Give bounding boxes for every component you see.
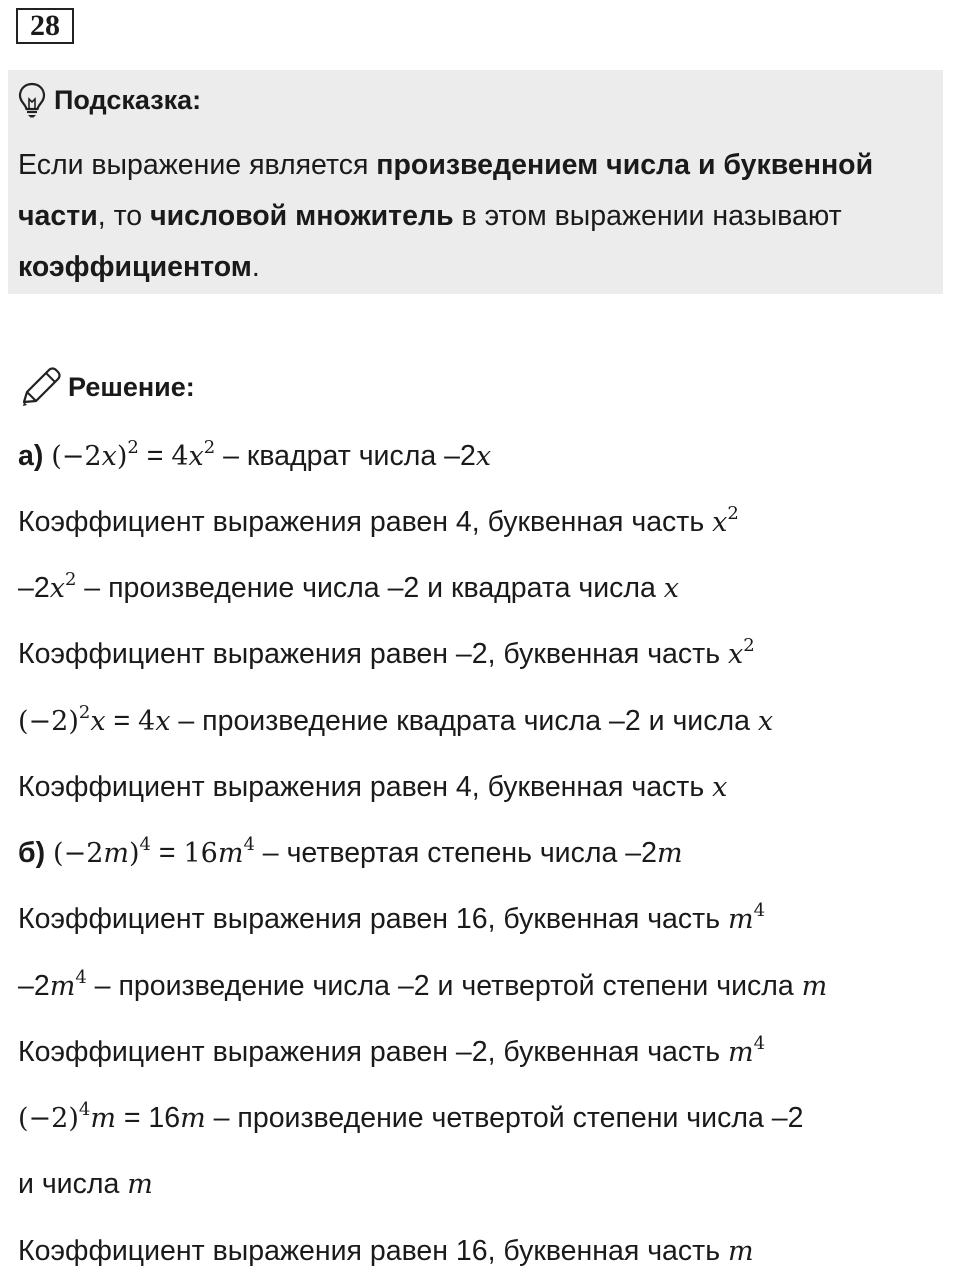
line-text: – квадрат числа –2 [215, 440, 476, 472]
task-number: 28 [16, 8, 74, 44]
line-text: – произведение числа –2 и квадрата числа [76, 572, 664, 604]
hint-text-part: . [251, 251, 260, 283]
line-text: и числа [18, 1168, 128, 1200]
solution-title: Решение: [68, 371, 195, 402]
line-text: – произведение четвертой степени числа –2 [205, 1102, 804, 1134]
line-text: – произведение квадрата числа –2 и числа [170, 705, 758, 737]
hint-bold-term: произведением числа и буквенной части [18, 149, 874, 232]
solution-line-6: Коэффициент выражения равен 4, буквенная часть x [18, 771, 728, 803]
hint-text-part: Если выражение является [18, 149, 377, 181]
line-text: – произведение числа –2 и четвертой степени числа [86, 970, 802, 1002]
solution-line-11: $(-2)^4m = 16m$ – произведение четвертой степени числа –2 [18, 1099, 804, 1134]
hint-header [18, 82, 201, 118]
solution-line-4: Коэффициент выражения равен –2, буквенная часть $x^2$ [18, 635, 755, 670]
solution-line-3: $-2x^2$ – произведение числа –2 и квадрата числа x [18, 569, 680, 604]
solution-line-8: Коэффициент выражения равен 16, буквенная часть $m^4$ [18, 900, 766, 935]
solution-line-7: б) $(-2m)^4 = 16m^4$ – четвертая степень числа –2m [18, 834, 683, 869]
hint-bold-term: коэффициентом [18, 251, 252, 283]
lightbulb-icon [18, 82, 46, 118]
hint-title: Подсказка: [54, 84, 202, 115]
part-label: б) [18, 837, 46, 869]
line-text: Коэффициент выражения равен 4, буквенная часть [18, 771, 713, 803]
solution-line-13: Коэффициент выражения равен 16, буквенная часть m [18, 1235, 754, 1267]
line-text: Коэффициент выражения равен 4, буквенная часть [18, 506, 713, 538]
line-text: – четвертая степень числа –2 [254, 837, 657, 869]
solution-line-2: Коэффициент выражения равен 4, буквенная часть $x^2$ [18, 503, 739, 538]
line-text: Коэффициент выражения равен 16, буквенная часть [18, 903, 728, 935]
pencil-icon [18, 366, 62, 408]
solution-line-12: и числа m [18, 1168, 153, 1200]
part-label: а) [18, 440, 44, 472]
solution-line-10: Коэффициент выражения равен –2, буквенная часть $m^4$ [18, 1033, 766, 1068]
solution-line-5: $(-2)^2x = 4x$ – произведение квадрата числа –2 и числа x [18, 702, 774, 737]
line-text: Коэффициент выражения равен –2, буквенная часть [18, 1036, 728, 1068]
hint-text [18, 140, 928, 293]
hint-bold-term: числовой множитель [150, 200, 454, 232]
hint-text-part: , то [97, 200, 151, 232]
solution-header [18, 366, 195, 408]
line-text: Коэффициент выражения равен 16, буквенная часть [18, 1235, 728, 1267]
line-text: Коэффициент выражения равен –2, буквенная часть [18, 638, 728, 670]
hint-text-part: в этом выражении называют [453, 200, 842, 232]
solution-line-1: а) $(-2x)^2 = 4x^2$ – квадрат числа –2x [18, 437, 492, 472]
solution-line-9: $-2m^4$ – произведение числа –2 и четвертой степени числа m [18, 967, 828, 1002]
